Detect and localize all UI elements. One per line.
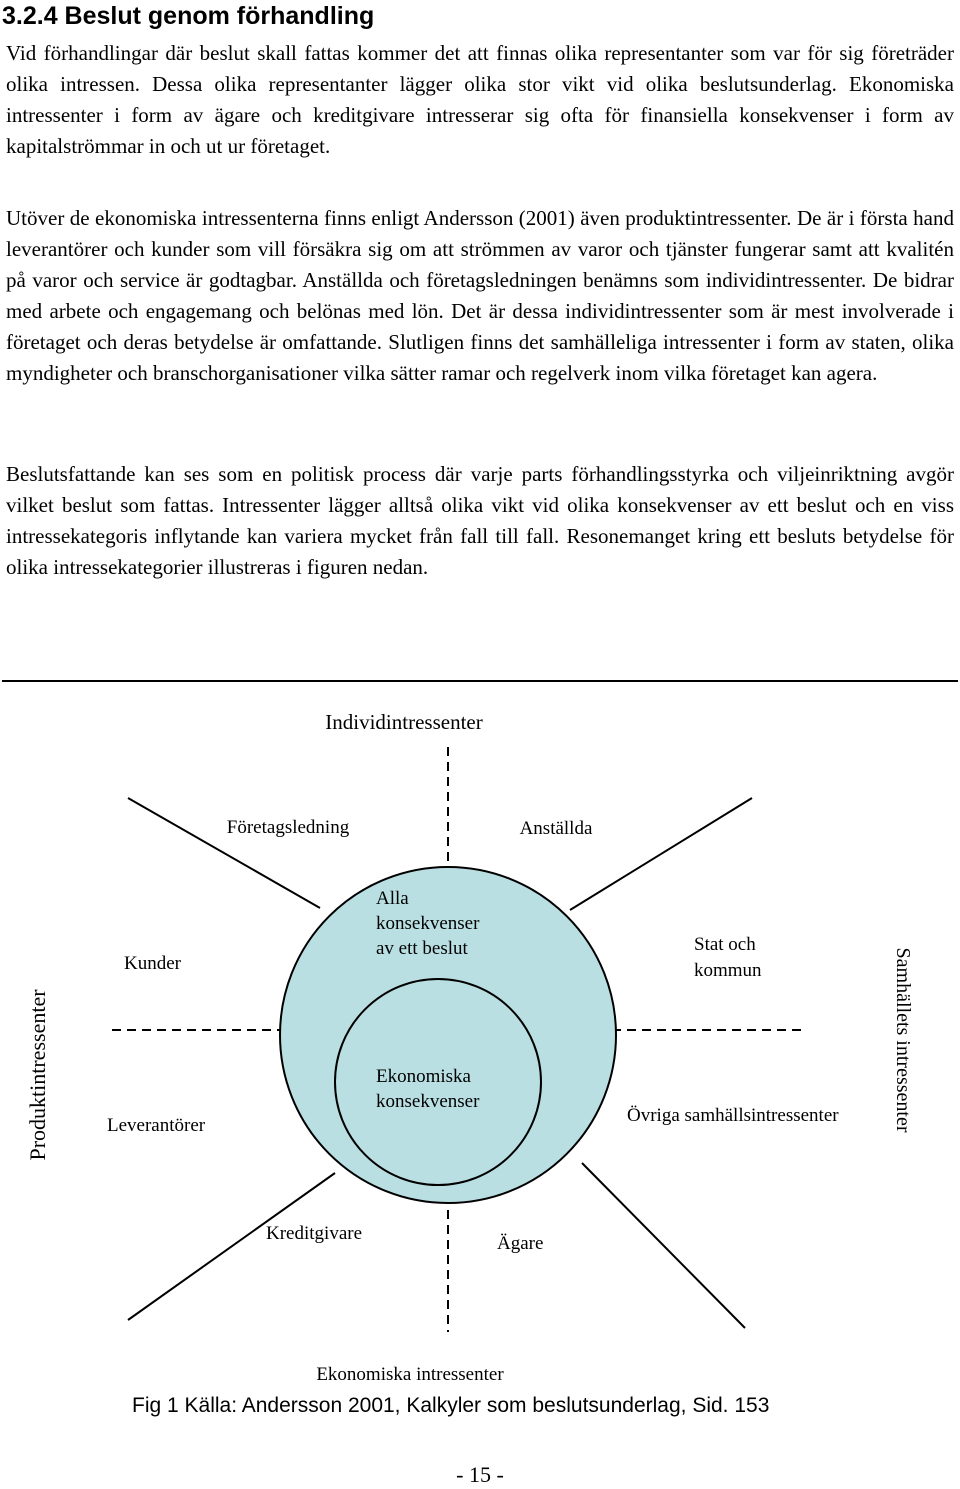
label-kommun: kommun <box>694 960 762 981</box>
label-ekonomiska: Ekonomiska <box>376 1066 471 1087</box>
label-individintressenter: Individintressenter <box>325 710 483 734</box>
paragraph-1: Vid förhandlingar där beslut skall fattas kommer det att finnas olika representanter som var för sig företräder olika intressen. Dessa olika representanter lägger olika stor vikt vid olika beslutsunderlag. Ekonomiska intressenter i form av ägare och kreditgivare intresserar sig ofta för finansiella konsekvenser i form av kapitalströmmar in och ut ur företaget. <box>6 41 954 158</box>
diagonal-line-top-right <box>570 798 752 910</box>
paragraph-2: Utöver de ekonomiska intressenterna finns enligt Andersson (2001) även produktintressenter. De är i första hand leverantörer och kunder som vill försäkra sig om att strömmen av varor och tjänster fungerar samt att kvalitén på varor och service är godtagbar. Anställda och företagsledningen benämns som individintressenter. De bidrar med arbete och engagemang och belönas med lön. Det är dessa individintressenter som är mest involverade i företaget och deras betydelse är omfattande. Slutligen finns det samhälleliga intressenter i form av staten, olika myndigheter och branschorganisationer vilka sätter ramar och regelverk inom vilka företaget kan agera. <box>6 206 954 385</box>
paragraph-3: Beslutsfattande kan ses som en politisk process där varje parts förhandlingsstyrka och viljeinriktning avgör vilket beslut som fattas. Intressenter lägger alltså olika vikt vid olika konsekvenser av ett beslut och en viss intressekategoris inflytande kan variera mycket från fall till fall. Resonemanget kring ett besluts betydelse för olika intressekategorier illustreras i figuren nedan. <box>6 462 954 579</box>
label-leverantorer: Leverantörer <box>107 1115 206 1136</box>
label-kreditgivare: Kreditgivare <box>266 1223 363 1244</box>
label-ekonomiska-intressenter: Ekonomiska intressenter <box>316 1364 504 1385</box>
label-ekonomiska-konsekvenser: konsekvenser <box>376 1091 480 1112</box>
figure-top-rule <box>2 680 958 682</box>
label-agare: Ägare <box>497 1233 544 1254</box>
label-produktintressenter: Produktintressenter <box>25 989 50 1161</box>
label-alla: Alla <box>376 888 409 909</box>
label-stat-och: Stat och <box>694 934 756 955</box>
label-anstallda: Anställda <box>519 818 593 839</box>
diagonal-line-bottom-right <box>582 1163 745 1328</box>
label-foretagsledning: Företagsledning <box>226 817 350 838</box>
stakeholder-figure <box>0 690 960 1390</box>
diagonal-line-top-left <box>128 798 320 908</box>
label-konsekvenser: konsekvenser <box>376 913 480 934</box>
section-heading: 3.2.4 Beslut genom förhandling <box>2 2 375 30</box>
label-samhallets-intressenter: Samhällets intressenter <box>892 947 914 1133</box>
page-number: - 15 - <box>456 1462 504 1487</box>
label-av-ett-beslut: av ett beslut <box>376 938 468 959</box>
label-ovriga: Övriga samhällsintressenter <box>627 1105 839 1126</box>
diagonal-line-bottom-left <box>128 1173 335 1320</box>
label-kunder: Kunder <box>124 953 181 974</box>
figure-caption: Fig 1 Källa: Andersson 2001, Kalkyler som beslutsunderlag, Sid. 153 <box>132 1394 770 1417</box>
